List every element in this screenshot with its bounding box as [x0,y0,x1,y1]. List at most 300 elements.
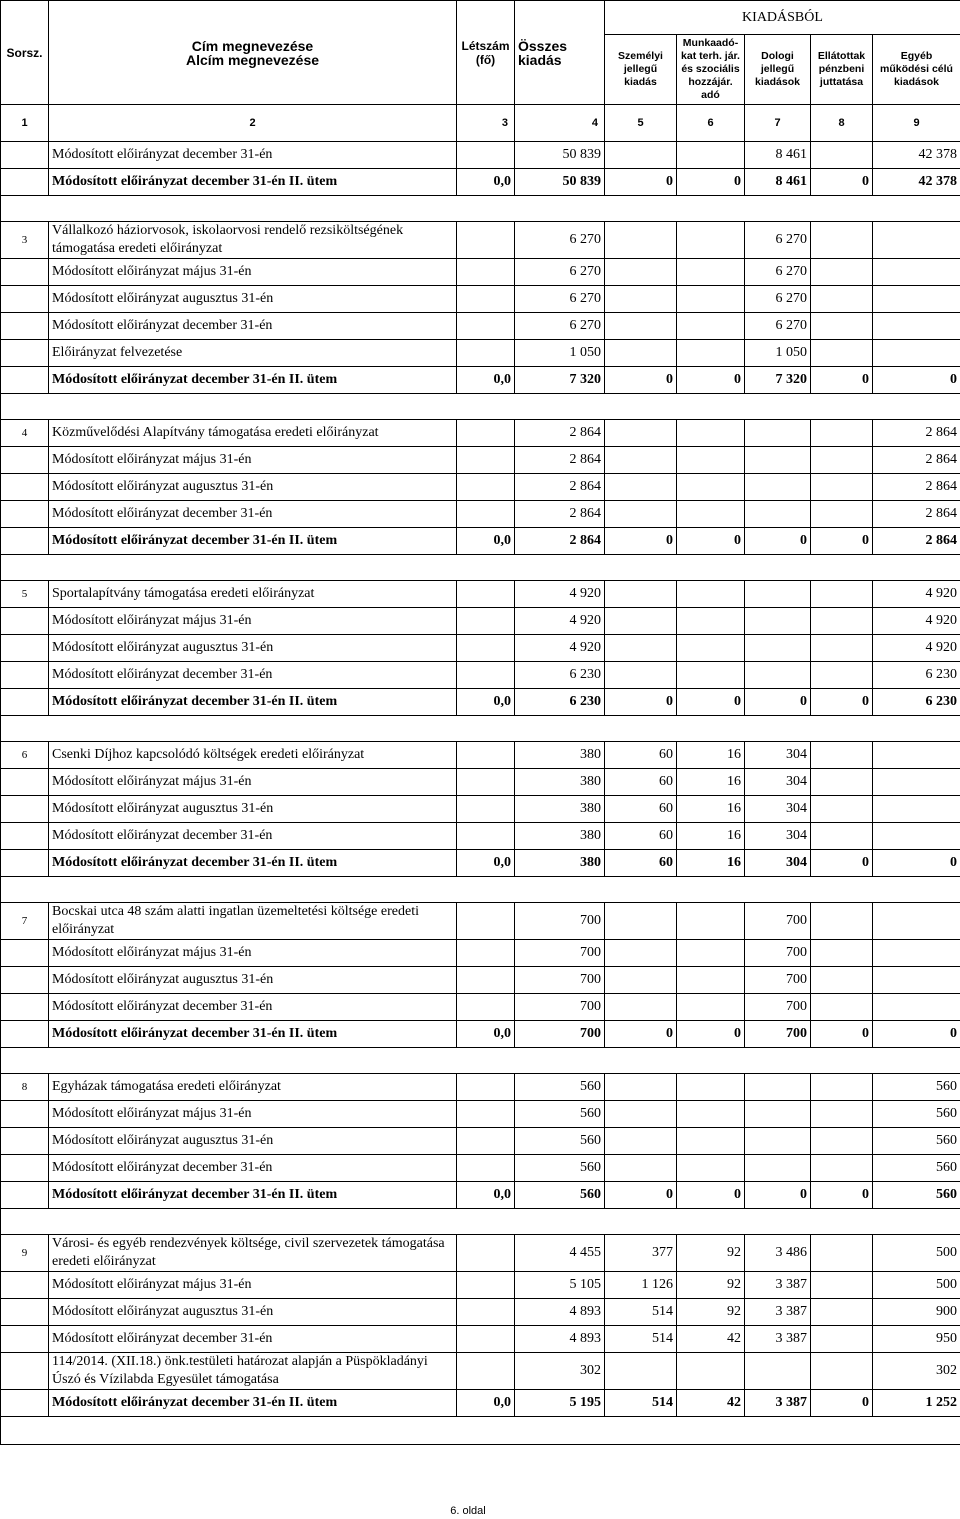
egyeb-cell: 2 864 [873,501,960,528]
row-index [1,769,49,796]
table-row [1,1272,960,1299]
row-label: Egyházak támogatása eredeti előirányzat [49,1074,457,1101]
table-row [1,420,960,447]
egyeb-cell: 560 [873,1074,960,1101]
row-index [1,823,49,850]
szemelyi-cell: 0 [605,169,677,196]
dologi-cell [745,581,811,608]
table-row [1,286,960,313]
ellatottak-cell: 0 [811,689,873,716]
ellatottak-cell [811,662,873,689]
row-label: Módosított előirányzat december 31-én II. ütem [49,689,457,716]
spacer-row [1,555,960,581]
munkaado-cell: 0 [677,1182,745,1209]
osszes-cell: 700 [515,1021,605,1048]
osszes-cell: 4 920 [515,608,605,635]
dologi-cell: 700 [745,1021,811,1048]
table-row [1,796,960,823]
letszam-cell: 0,0 [457,1182,515,1209]
munkaado-cell: 92 [677,1235,745,1272]
table-row [1,474,960,501]
spacer-row [1,716,960,742]
row-index [1,608,49,635]
egyeb-cell: 2 864 [873,474,960,501]
row-label: Módosított előirányzat december 31-én [49,1326,457,1353]
munkaado-cell [677,447,745,474]
total-row [1,528,960,555]
spacer-row [1,1209,960,1235]
ellatottak-cell [811,742,873,769]
ellatottak-cell [811,447,873,474]
munkaado-cell [677,635,745,662]
ellatottak-cell [811,1074,873,1101]
egyeb-cell: 42 378 [873,142,960,169]
ellatottak-cell: 0 [811,1021,873,1048]
egyeb-cell: 302 [873,1353,960,1390]
spacer-cell [49,1209,960,1235]
spacer-cell [49,555,960,581]
szemelyi-cell: 0 [605,1021,677,1048]
total-row [1,1182,960,1209]
row-label: Módosított előirányzat augusztus 31-én [49,635,457,662]
munkaado-cell [677,420,745,447]
ellatottak-cell [811,1101,873,1128]
column-number: 8 [811,105,873,142]
total-row [1,850,960,877]
row-label: Csenki Díjhoz kapcsolódó költségek eredeti előirányzat [49,742,457,769]
spacer-cell [1,1417,49,1445]
total-row [1,1390,960,1417]
ellatottak-cell [811,142,873,169]
egyeb-header: Egyéb működési célú kiadások [873,35,960,105]
row-label: Módosított előirányzat május 31-én [49,940,457,967]
egyeb-cell: 2 864 [873,528,960,555]
row-label: Módosított előirányzat december 31-én II. ütem [49,1021,457,1048]
ellatottak-cell: 0 [811,528,873,555]
page-number: 6. oldal [450,1505,486,1517]
osszes-cell: 380 [515,769,605,796]
munkaado-cell [677,222,745,259]
row-index [1,994,49,1021]
szemelyi-cell [605,608,677,635]
munkaado-cell [677,662,745,689]
munkaado-cell [677,286,745,313]
szemelyi-cell [605,635,677,662]
table-row [1,1326,960,1353]
total-row [1,367,960,394]
row-index: 3 [1,222,49,259]
table-row [1,903,960,940]
row-label: Módosított előirányzat december 31-én II. ütem [49,528,457,555]
szemelyi-cell: 514 [605,1390,677,1417]
table-row [1,222,960,259]
table-row [1,259,960,286]
osszes-cell: 380 [515,742,605,769]
row-index [1,1021,49,1048]
letszam-cell [457,474,515,501]
osszes-cell: 380 [515,796,605,823]
ellatottak-cell [811,796,873,823]
row-label: Módosított előirányzat december 31-én [49,823,457,850]
egyeb-cell [873,796,960,823]
cim-header [49,1,457,105]
spacer-cell [49,196,960,222]
letszam-cell [457,994,515,1021]
egyeb-cell: 500 [873,1235,960,1272]
letszam-header-line1: Létszám [461,38,510,53]
letszam-cell: 0,0 [457,367,515,394]
dologi-header: Dologi jellegű kiadások [745,35,811,105]
ellatottak-cell [811,1272,873,1299]
row-index [1,689,49,716]
table-row [1,1074,960,1101]
row-label: Módosított előirányzat május 31-én [49,259,457,286]
munkaado-cell: 0 [677,689,745,716]
egyeb-cell: 6 230 [873,689,960,716]
munkaado-cell: 16 [677,796,745,823]
row-label: Módosított előirányzat augusztus 31-én [49,474,457,501]
row-label: Módosított előirányzat május 31-én [49,1101,457,1128]
egyeb-cell: 560 [873,1182,960,1209]
row-index [1,1272,49,1299]
row-label: Bocskai utca 48 szám alatti ingatlan üzemeltetési költsége eredeti előirányzat [49,903,457,940]
munkaado-cell [677,608,745,635]
szemelyi-cell [605,1128,677,1155]
ellatottak-cell [811,286,873,313]
letszam-cell: 0,0 [457,850,515,877]
row-index [1,1299,49,1326]
row-index: 7 [1,903,49,940]
letszam-cell [457,313,515,340]
ellatottak-cell [811,259,873,286]
row-index [1,1326,49,1353]
egyeb-cell [873,259,960,286]
row-index [1,850,49,877]
row-index [1,528,49,555]
szemelyi-cell: 60 [605,742,677,769]
egyeb-cell [873,769,960,796]
munkaado-cell: 0 [677,367,745,394]
osszes-cell: 2 864 [515,501,605,528]
dologi-cell [745,1074,811,1101]
osszes-cell: 6 270 [515,286,605,313]
column-number: 6 [677,105,745,142]
row-index [1,474,49,501]
ellatottak-cell: 0 [811,367,873,394]
row-label: Módosított előirányzat augusztus 31-én [49,796,457,823]
letszam-cell [457,1272,515,1299]
column-number: 1 [1,105,49,142]
dologi-cell: 304 [745,769,811,796]
osszes-cell: 700 [515,967,605,994]
dologi-cell: 1 050 [745,340,811,367]
szemelyi-cell [605,1155,677,1182]
letszam-cell [457,1326,515,1353]
row-label: Módosított előirányzat december 31-én II. ütem [49,1182,457,1209]
letszam-cell [457,823,515,850]
spacer-cell [1,196,49,222]
munkaado-cell [677,474,745,501]
column-number: 9 [873,105,960,142]
szemelyi-cell [605,581,677,608]
munkaado-cell [677,340,745,367]
munkaado-cell: 92 [677,1299,745,1326]
row-index: 5 [1,581,49,608]
total-row [1,169,960,196]
egyeb-cell: 500 [873,1272,960,1299]
ellatottak-cell [811,1235,873,1272]
munkaado-cell: 16 [677,823,745,850]
dologi-cell [745,1128,811,1155]
cim-header-line2: Alcím megnevezése [185,51,320,68]
spacer-cell [1,877,49,903]
table-row [1,967,960,994]
ellatottak-cell [811,340,873,367]
row-label: Módosított előirányzat december 31-én [49,142,457,169]
row-label: Módosított előirányzat december 31-én II. ütem [49,1390,457,1417]
row-index: 4 [1,420,49,447]
row-index [1,1353,49,1390]
row-index [1,1128,49,1155]
spacer-cell [49,877,960,903]
letszam-cell: 0,0 [457,169,515,196]
osszes-cell: 4 893 [515,1326,605,1353]
osszes-cell: 4 920 [515,635,605,662]
letszam-cell [457,259,515,286]
ellatottak-cell [811,1299,873,1326]
table-row [1,501,960,528]
munkaado-cell: 16 [677,850,745,877]
osszes-cell: 302 [515,1353,605,1390]
szemelyi-cell [605,313,677,340]
row-index [1,967,49,994]
ellatottak-cell: 0 [811,1182,873,1209]
column-number: 2 [49,105,457,142]
ellatottak-cell [811,994,873,1021]
row-index [1,501,49,528]
ellatottak-cell [811,940,873,967]
letszam-cell: 0,0 [457,1021,515,1048]
osszes-cell: 1 050 [515,340,605,367]
szemelyi-cell [605,1101,677,1128]
szemelyi-header: Személyi jellegű kiadás [605,35,677,105]
szemelyi-cell [605,1353,677,1390]
row-label: Módosított előirányzat december 31-én II. ütem [49,169,457,196]
osszes-cell: 560 [515,1074,605,1101]
egyeb-cell: 42 378 [873,169,960,196]
dologi-cell: 0 [745,1182,811,1209]
ellatottak-header: Ellátottak pénzbeni juttatása [811,35,873,105]
szemelyi-cell [605,662,677,689]
kiadasbol-header: KIADÁSBÓL [605,1,960,35]
column-number: 7 [745,105,811,142]
egyeb-cell [873,742,960,769]
table-row [1,635,960,662]
dologi-cell: 304 [745,823,811,850]
letszam-cell [457,286,515,313]
dologi-cell: 3 387 [745,1390,811,1417]
szemelyi-cell [605,340,677,367]
ellatottak-cell: 0 [811,850,873,877]
munkaado-cell: 0 [677,528,745,555]
osszes-cell: 2 864 [515,474,605,501]
row-index [1,367,49,394]
dologi-cell: 6 270 [745,286,811,313]
row-label: Módosított előirányzat december 31-én II. ütem [49,367,457,394]
letszam-cell [457,903,515,940]
table-row [1,940,960,967]
osszes-header [515,1,605,105]
row-label: Előirányzat felvezetése [49,340,457,367]
ellatottak-cell [811,769,873,796]
letszam-cell: 0,0 [457,528,515,555]
row-label: Módosított előirányzat augusztus 31-én [49,1128,457,1155]
munkaado-header: Munkaadó-kat terh. jár. és szociális hozzájár. adó [677,35,745,105]
munkaado-cell: 0 [677,169,745,196]
spacer-cell [49,716,960,742]
spacer-cell [1,394,49,420]
egyeb-cell [873,286,960,313]
osszes-cell: 4 893 [515,1299,605,1326]
egyeb-cell [873,967,960,994]
osszes-cell: 6 270 [515,259,605,286]
egyeb-cell [873,823,960,850]
egyeb-cell: 6 230 [873,662,960,689]
egyeb-cell: 2 864 [873,420,960,447]
dologi-cell: 700 [745,903,811,940]
dologi-cell: 3 387 [745,1299,811,1326]
column-number: 4 [515,105,605,142]
row-label: Vállalkozó háziorvosok, iskolaorvosi rendelő rezsiköltségének támogatása eredeti előirányzat [49,222,457,259]
dologi-cell: 304 [745,796,811,823]
osszes-cell: 380 [515,823,605,850]
row-index [1,662,49,689]
letszam-cell [457,1299,515,1326]
szemelyi-cell [605,1074,677,1101]
letszam-cell [457,1155,515,1182]
munkaado-cell: 92 [677,1272,745,1299]
egyeb-cell: 0 [873,367,960,394]
ellatottak-cell [811,313,873,340]
dologi-cell: 700 [745,994,811,1021]
row-index [1,259,49,286]
munkaado-cell [677,1155,745,1182]
munkaado-cell: 16 [677,769,745,796]
szemelyi-cell: 514 [605,1299,677,1326]
osszes-cell: 560 [515,1101,605,1128]
letszam-cell [457,769,515,796]
osszes-cell: 7 320 [515,367,605,394]
letszam-header [457,1,515,105]
ellatottak-cell [811,222,873,259]
letszam-cell [457,635,515,662]
egyeb-cell: 900 [873,1299,960,1326]
ellatottak-cell [811,903,873,940]
letszam-cell [457,1235,515,1272]
munkaado-cell: 42 [677,1326,745,1353]
egyeb-cell: 4 920 [873,635,960,662]
szemelyi-cell [605,259,677,286]
row-index [1,940,49,967]
szemelyi-cell [605,474,677,501]
osszes-cell: 50 839 [515,142,605,169]
spacer-row [1,1417,960,1445]
letszam-cell [457,501,515,528]
osszes-cell: 560 [515,1155,605,1182]
egyeb-cell: 950 [873,1326,960,1353]
table-row [1,662,960,689]
letszam-cell [457,967,515,994]
dologi-cell: 700 [745,967,811,994]
egyeb-cell: 560 [873,1155,960,1182]
row-index: 6 [1,742,49,769]
munkaado-cell [677,501,745,528]
munkaado-cell [677,903,745,940]
letszam-cell [457,447,515,474]
spacer-cell [49,1417,960,1445]
osszes-cell: 2 864 [515,420,605,447]
munkaado-cell [677,1353,745,1390]
spacer-row [1,1048,960,1074]
osszes-cell: 700 [515,940,605,967]
osszes-cell: 4 920 [515,581,605,608]
munkaado-cell [677,994,745,1021]
table-row [1,313,960,340]
dologi-cell [745,447,811,474]
row-index [1,286,49,313]
total-row [1,1021,960,1048]
letszam-cell [457,742,515,769]
letszam-cell [457,1074,515,1101]
row-index: 8 [1,1074,49,1101]
dologi-cell [745,608,811,635]
munkaado-cell [677,1074,745,1101]
letszam-cell [457,662,515,689]
dologi-cell [745,1353,811,1390]
ellatottak-cell [811,1353,873,1390]
egyeb-cell: 560 [873,1101,960,1128]
letszam-cell [457,608,515,635]
letszam-cell [457,1353,515,1390]
spacer-cell [49,394,960,420]
dologi-cell: 304 [745,742,811,769]
egyeb-cell [873,222,960,259]
letszam-cell: 0,0 [457,689,515,716]
table-row [1,1353,960,1390]
total-row [1,689,960,716]
szemelyi-cell [605,222,677,259]
table-row [1,1235,960,1272]
row-label: Városi- és egyéb rendezvények költsége, civil szervezetek támogatása eredeti előirányzat [49,1235,457,1272]
szemelyi-cell: 60 [605,850,677,877]
dologi-cell [745,1155,811,1182]
row-index [1,635,49,662]
table-row [1,447,960,474]
egyeb-cell: 0 [873,1021,960,1048]
szemelyi-cell: 1 126 [605,1272,677,1299]
row-index [1,447,49,474]
row-label: Módosított előirányzat május 31-én [49,608,457,635]
szemelyi-cell [605,967,677,994]
munkaado-cell [677,967,745,994]
egyeb-cell: 4 920 [873,608,960,635]
dologi-cell [745,501,811,528]
osszes-cell: 5 105 [515,1272,605,1299]
ellatottak-cell [811,1128,873,1155]
munkaado-cell [677,581,745,608]
osszes-header-line2: kiadás [518,51,562,68]
letszam-cell [457,1101,515,1128]
